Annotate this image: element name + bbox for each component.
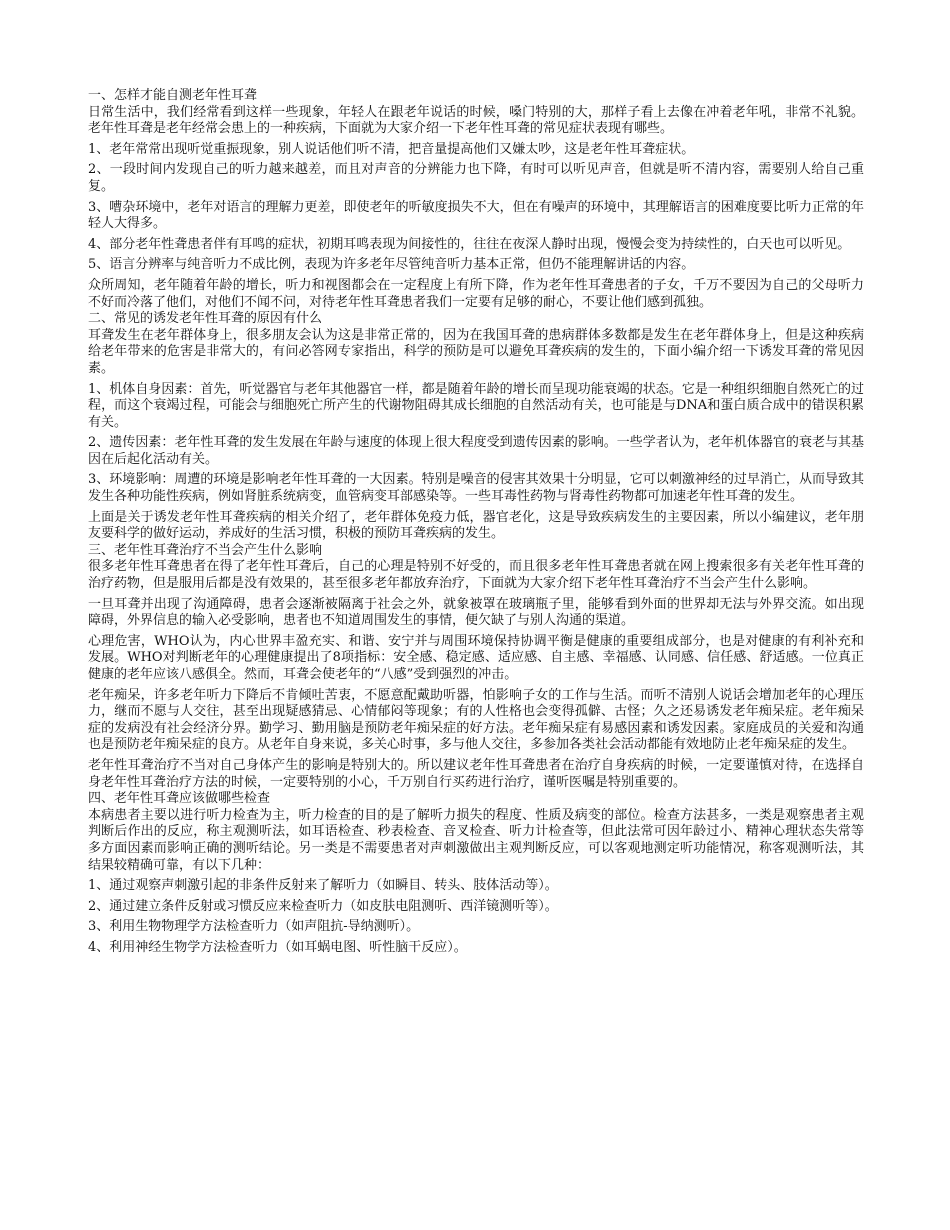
list-item: 4、利用神经生物学方法检查听力（如耳蜗电图、听性脑干反应）。: [88, 939, 467, 955]
list-item: 3、嘈杂环境中，老年对语言的理解力更差，即使老年的听敏度损失不大，但在有噪声的环境中，其理解语言的困难度要比听力正常的年轻人大得多。: [88, 199, 864, 232]
paragraph: 老年痴呆，许多老年听力下降后不肯倾吐苦衷，不愿意配戴助听器，怕影响子女的工作与生活。而听不清别人说话会增加老年的心理压力，继而不愿与人交往，甚至出现疑感猜忌、心情郁闷等现象；有的人性格也会变得孤僻、古怪；久之还易诱发老年痴呆症。老年痴呆症的发病没有社会经济分界。勤学习、勤用脑是预防老年痴呆症的好方法。老年痴呆症有易感因素和诱发因素。家庭成员的关爱和沟通也是预防老年痴呆症的良方。从老年自身来说，多关心时事，多与他人交往，多参加各类社会活动都能有效地防止老年痴呆症的发生。: [88, 687, 864, 753]
list-item: 2、通过建立条件反射或习惯反应来检查听力（如皮肤电阻测听、西洋镜测听等）。: [88, 898, 558, 914]
paragraph: 上面是关于诱发老年性耳聋疾病的相关介绍了，老年群体免疫力低，器官老化，这是导致疾病发生的主要因素，所以小编建议，老年朋友要科学的做好运动，养成好的生活习惯，积极的预防耳聋疾病的发生。: [88, 509, 864, 542]
list-item: 4、部分老年性聋患者伴有耳鸣的症状，初期耳鸣表现为间接性的，往往在夜深人静时出现，慢慢会变为持续性的，白天也可以听见。: [88, 236, 851, 252]
list-item: 3、环境影响：周遭的环境是影响老年性耳聋的一大因素。特别是噪音的侵害其效果十分明显，它可以刺激神经的过早消亡，从而导致其发生各种功能性疾病，例如肾脏系统病变，血管病变耳部感染等。一些耳毒性药物与肾毒性药物都可加速老年性耳聋的发生。: [88, 472, 864, 505]
paragraph: 一旦耳聋并出现了沟通障碍，患者会逐渐被隔离于社会之外，就象被罩在玻璃瓶子里，能够看到外面的世界却无法与外界交流。如出现障碍，外界信息的输入必受影响，患者也不知道周围发生的事情，便欠缺了与别人沟通的渠道。: [88, 596, 864, 629]
section-heading: 三、老年性耳聋治疗不当会产生什么影响: [88, 542, 323, 558]
section-heading: 二、常见的诱发老年性耳聋的原因有什么: [88, 311, 323, 327]
list-item: 1、机体自身因素：首先，听觉器官与老年其他器官一样，都是随着年龄的增长而呈现功能衰竭的状态。它是一种组织细胞自然死亡的过程，而这个衰竭过程，可能会与细胞死亡所产生的代谢物阻碍其成长细胞的自然活动有关，也可能是与DNA和蛋白质合成中的错误积累有关。: [88, 381, 864, 430]
list-item: 1、通过观察声刺激引起的非条件反射来了解听力（如瞬目、转头、肢体活动等）。: [88, 878, 558, 894]
paragraph: 本病患者主要以进行听力检查为主，听力检查的目的是了解听力损失的程度、性质及病变的部位。检查方法甚多，一类是观察患者主观判断后作出的反应，称主观测听法，如耳语检查、秒表检查、音叉检查、听力计检查等，但此法常可因年龄过小、精神心理状态失常等多方面因素而影响正确的测听结论。另一类是不需要患者对声刺激做出主观判断反应，可以客观地测定听功能情况，称客观测听法，其结果较精确可靠，有以下几种：: [88, 807, 864, 873]
list-item: 5、语言分辨率与纯音听力不成比例，表现为许多老年尽管纯音听力基本正常，但仍不能理解讲话的内容。: [88, 257, 695, 273]
list-item: 2、一段时间内发现自己的听力越来越差，而且对声音的分辨能力也下降，有时可以听见声音，但就是听不清内容，需要别人给自己重复。: [88, 162, 864, 194]
paragraph: 耳聋发生在老年群体身上，很多朋友会认为这是非常正常的，因为在我国耳聋的患病群体多数都是发生在老年群体身上，但是这种疾病给老年带来的危害是非常大的，有问必答网专家指出，科学的预防是可以避免耳聋疾病的发生的，下面小编介绍一下诱发耳聋的常见因素。: [88, 327, 864, 376]
list-item: 2、遗传因素：老年性耳聋的发生发展在年龄与速度的体现上很大程度受到遗传因素的影响。一些学者认为，老年机体器官的衰老与其基因在后起化活动有关。: [88, 435, 864, 467]
paragraph: 日常生活中，我们经常看到这样一些现象，年轻人在跟老年说话的时候，嗓门特别的大，那样子看上去像在冲着老年吼，非常不礼貌。老年性耳聋是老年经常会患上的一种疾病，下面就为大家介绍一下老年性耳聋的常见症状表现有哪些。: [88, 104, 864, 137]
list-item: 3、利用生物物理学方法检查听力（如声阻抗-导纳测听）。: [88, 919, 420, 935]
section-heading: 一、怎样才能自测老年性耳聋: [88, 88, 258, 103]
list-item: 1、老年常常出现听觉重振现象，别人说话他们听不清，把音量提高他们又嫌太吵，这是老年性耳聋症状。: [88, 141, 695, 157]
paragraph: 很多老年性耳聋患者在得了老年性耳聋后，自己的心理是特别不好受的，而且很多老年性耳聋患者就在网上搜索很多有关老年性耳聋的治疗药物，但是服用后都是没有效果的，甚至很多老年都放弃治疗，下面就为大家介绍下老年性耳聋治疗不当会产生什么影响。: [88, 559, 864, 592]
document-body: [88, 88, 864, 957]
section-heading: 四、老年性耳聋应该做哪些检查: [88, 791, 271, 807]
paragraph: 心理危害，WHO认为，内心世界丰盈充实、和谐、安宁并与周围环境保持协调平衡是健康的重要组成部分，也是对健康的有利补充和发展。WHO对判断老年的心理健康提出了8项指标：安全感、稳定感、适应感、自主感、幸福感、认同感、信任感、舒适感。一位真正健康的老年应该八感俱全。然而，耳聋会使老年的“八感”受到强烈的冲击。: [88, 633, 864, 682]
paragraph: 众所周知，老年随着年龄的增长，听力和视图都会在一定程度上有所下降，作为老年性耳聋患者的子女，千万不要因为自己的父母听力不好而冷落了他们，对他们不闻不问，对待老年性耳聋患者我们一定要有足够的耐心，不要让他们感到孤独。: [88, 277, 864, 310]
paragraph: 老年性耳聋治疗不当对自己身体产生的影响是特别大的。所以建议老年性耳聋患者在治疗自身疾病的时候，一定要谨慎对待，在选择自身老年性耳聋治疗方法的时候，一定要特别的小心，千万别自行买药进行治疗，谨听医嘱是特别重要的。: [88, 757, 864, 790]
